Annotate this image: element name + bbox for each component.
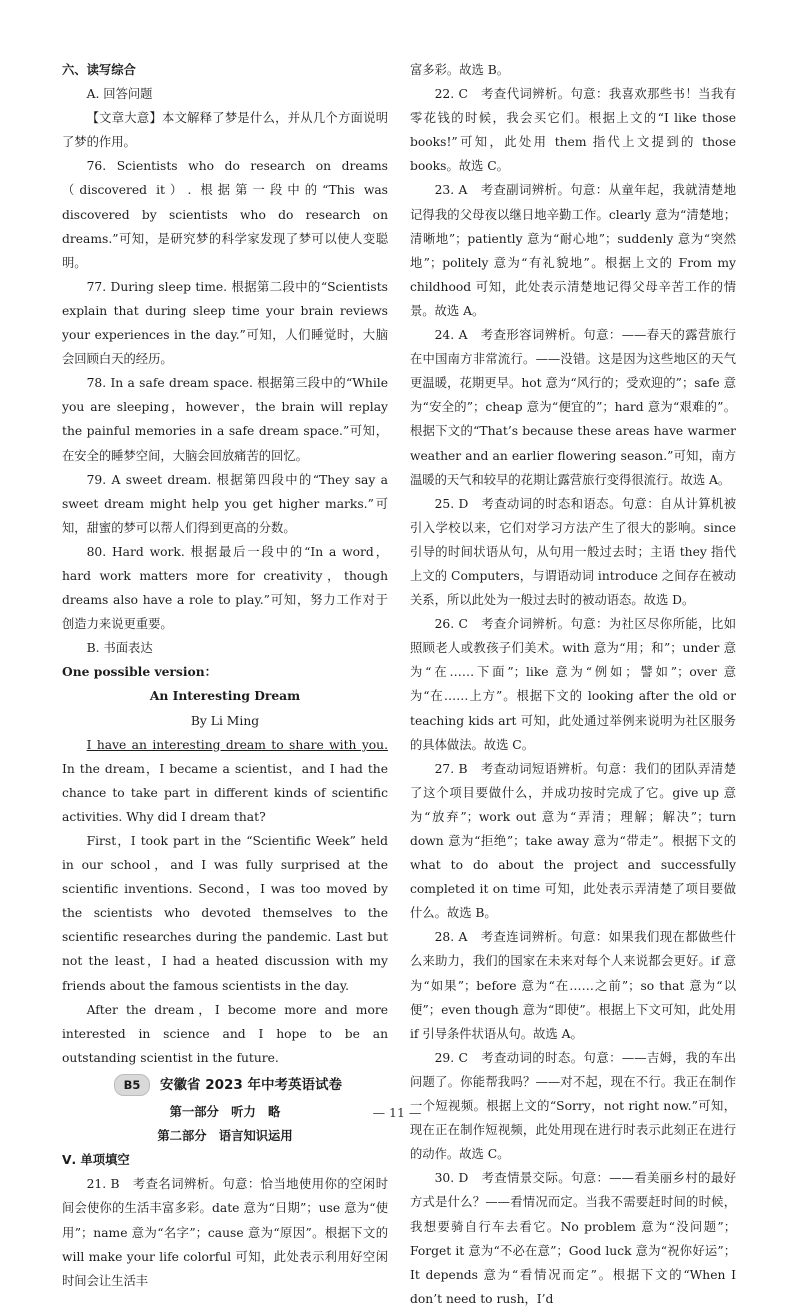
part-2-language-use: 第二部分 语言知识运用 [157, 1129, 293, 1144]
answer-29: 29. C 考查动词的时态。句意：——吉姆，我的车出问题了。你能帮我吗？——对不起，现在不行。我正在制作一个短视频。根据上文的“Sorry，not right now.”可知，现在正在制作短视频，此处用现在进行时表示此刻正在进行的动作。故选 C。 [410, 1050, 736, 1162]
answer-23: 23. A 考查副词辨析。句意：从童年起，我就清楚地记得我的父母夜以继日地辛勤工作。clearly 意为“清楚地；清晰地”；patiently 意为“耐心地”；suddenly 意为“突然地”；politely 意为“有礼貌地”。根据上文的 From my childhood 可知，此处表示清楚地记得父母辛苦工作的情景。故选 A。 [410, 183, 736, 318]
essay-paragraph-1-rest: In the dream，I became a scientist，and I had the chance to take part in different kinds of scientific activities. Why did I dream that? [62, 761, 388, 824]
article-summary: 【文章大意】本文解释了梦是什么，并从几个方面说明了梦的作用。 [62, 111, 388, 150]
section-heading-reading-writing: 六、读写综合 [62, 63, 136, 77]
part-1-listening: 第一部分 听力 略 [169, 1105, 281, 1120]
essay-paragraph-2: First，I took part in the “Scientific Week” held in our school，and I was fully surprised at the scientific inventions. Second，I was too moved by the scientists who devoted themselves to the scientific researches during the pandemic. Last but not the least，I had a heated discussion with my friends about the famous scientists in the day. [62, 834, 388, 993]
essay-paragraph-3: After the dream，I become more and more interested in science and I hope to be an outstanding scientist in the future. [62, 1002, 388, 1065]
answer-27: 27. B 考查动词短语辨析。句意：我们的团队弄清楚了这个项目要做什么，并成功按时完成了它。give up 意为“放弃”；work out 意为“弄清；理解；解决”；turn down 意为“拒绝”；take away 意为“带走”。根据下文的 what to do about the project and successfully completed it on time 可知，此处表示弄清楚了项目要做什么。故选 B。 [410, 761, 736, 921]
essay-title: An Interesting Dream [149, 688, 301, 704]
part-a-heading: A. 回答问题 [86, 87, 153, 102]
essay-opening-sentence: I have an interesting dream to share with you. [86, 737, 388, 752]
answer-21-continued: 富多彩。故选 B。 [410, 63, 510, 77]
answer-78: 78. In a safe dream space. 根据第三段中的“While you are sleeping，however，the brain will replay the painful memories in a safe dream space.”可知，在安全的睡梦空间，大脑会回放痛苦的回忆。 [62, 376, 388, 463]
right-column [410, 58, 736, 1311]
answer-28: 28. A 考查连词辨析。句意：如果我们现在都做些什么来助力，我们的国家在未来对每个人来说都会更好。if 意为“如果”；before 意为“在……之前”；so that 意为“以便”；even though 意为“即使”。根据上下文可知，此处用 if 引导条件状语从句。故选 A。 [410, 930, 736, 1041]
answer-79: 79. A sweet dream. 根据第四段中的“They say a sweet dream might help you get higher marks.”可知，甜蜜的梦可以帮人们得到更高的分数。 [62, 472, 388, 535]
answer-30: 30. D 考查情景交际。句意：——看美丽乡村的最好方式是什么？——看情况而定。当我不需要赶时间的时候，我想要骑自行车去看它。No problem 意为“没问题”；Forget it 意为“不必在意”；Good luck 意为“祝你好运”；It depends 意为“看情况而定”。根据下文的“When I don’t need to rush，I’d [410, 1171, 736, 1306]
answer-22: 22. C 考查代词辨析。句意：我喜欢那些书！当我有零花钱的时候，我会买它们。根据上文的“I like those books!”可知，此处用 them 指代上文提到的 those books。故选 C。 [410, 87, 736, 174]
exam-section-header [114, 1073, 388, 1097]
essay-author: By Li Ming [190, 713, 260, 728]
section-heading-single-choice: Ⅴ. 单项填空 [62, 1153, 130, 1168]
answer-80: 80. Hard work. 根据最后一段中的“In a word，hard work matters more for creativity，though dreams also have a role to play.”可知，努力工作对于创造力来说更重要。 [62, 544, 388, 632]
page-number: — 11 — [372, 1105, 422, 1120]
answer-76: 76. Scientists who do research on dreams（discovered it）. 根据第一段中的“This was discovered by scientists who do research on dreams.”可知，是研究梦的科学家发现了梦可以使人变聪明。 [62, 159, 388, 270]
answer-77: 77. During sleep time. 根据第二段中的“Scientists explain that during sleep time your brain reviews your experiences in the day.”可知，人们睡觉时，大脑会回顾白天的经历。 [62, 279, 388, 367]
one-possible-version-label: One possible version： [62, 664, 217, 680]
essay-paragraph-1 [62, 733, 388, 829]
answer-25: 25. D 考查动词的时态和语态。句意：自从计算机被引入学校以来，它们对学习方法产生了很大的影响。since 引导的时间状语从句，从句用一般过去时；主语 they 指代上文的 Computers，与谓语动词 introduce 之间存在被动关系，所以此处为一般过去时的被动语态。故选 D。 [410, 496, 736, 608]
exam-title: 安徽省 2023 年中考英语试卷 [160, 1076, 342, 1093]
part-b-heading: B. 书面表达 [86, 641, 153, 656]
answer-24: 24. A 考查形容词辨析。句意：——春天的露营旅行在中国南方非常流行。——没错。这是因为这些地区的天气更温暖，花期更早。hot 意为“风行的；受欢迎的”；safe 意为“安全的”；cheap 意为“便宜的”；hard 意为“艰难的”。根据下文的“That’s because these areas have warmer weather and an earlier flowering season.”可知，南方温暖的天气和较早的花期让露营旅行变得很流行。故选 A。 [410, 328, 736, 487]
answer-21: 21. B 考查名词辨析。句意：恰当地使用你的空闲时间会使你的生活丰富多彩。date 意为“日期”；use 意为“使用”；name 意为“名字”；cause 意为“原因”。根据下文的 will make your life colorful 可知，此处表示利用好空闲时间会让生活丰 [62, 1177, 388, 1288]
answer-26: 26. C 考查介词辨析。句意：为社区尽你所能，比如照顾老人或教孩子们美术。with 意为“用；和”；under 意为“在……下面”；like 意为“例如；譬如”；over 意为“在……上方”。根据下文的 looking after the old or teaching kids art 可知，此处通过举例来说明为社区服务的具体做法。故选 C。 [410, 617, 736, 752]
b5-badge: B5 [114, 1074, 150, 1096]
